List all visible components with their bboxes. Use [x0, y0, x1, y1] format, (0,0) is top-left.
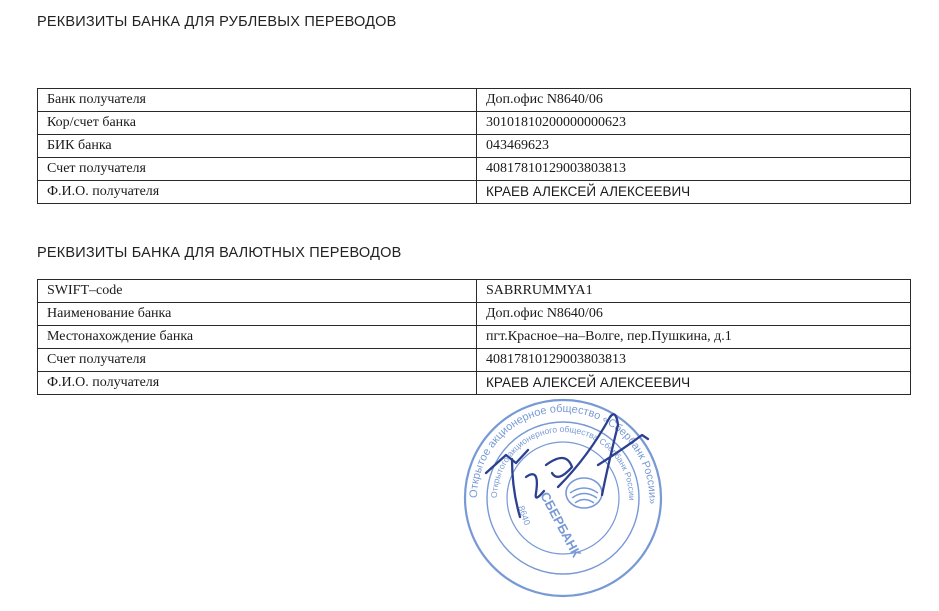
- stamp-inner-text: Открытого акционерного общества Сбербанк России: [488, 423, 638, 501]
- currency-requisites-table: [37, 279, 911, 395]
- bank-stamp-with-signature: [448, 395, 678, 606]
- row-label: Ф.И.О. получателя: [38, 372, 477, 395]
- row-value: Доп.офис N8640/06: [477, 89, 911, 112]
- row-label: Банк получателя: [38, 89, 477, 112]
- table-row: [38, 326, 911, 349]
- row-value: пгт.Красное–на–Волге, пер.Пушкина, д.1: [477, 326, 911, 349]
- row-label: Счет получателя: [38, 158, 477, 181]
- table-row: [38, 89, 911, 112]
- stamp-code-text: 8640: [516, 504, 533, 527]
- table-row: [38, 303, 911, 326]
- row-label: Кор/счет банка: [38, 112, 477, 135]
- row-value: 40817810129003803813: [477, 158, 911, 181]
- currency-section-title: РЕКВИЗИТЫ БАНКА ДЛЯ ВАЛЮТНЫХ ПЕРЕВОДОВ: [37, 245, 402, 261]
- row-label: Счет получателя: [38, 349, 477, 372]
- row-value: 043469623: [477, 135, 911, 158]
- row-label: БИК банка: [38, 135, 477, 158]
- stamp-outer-text: Открытое акционерное общество «Сбербанк России»: [467, 402, 659, 505]
- round-stamp: [465, 400, 661, 596]
- row-value: 30101810200000000623: [477, 112, 911, 135]
- table-row: [38, 158, 911, 181]
- table-row: [38, 280, 911, 303]
- sberbank-logo-icon: [566, 478, 602, 508]
- row-value: КРАЕВ АЛЕКСЕЙ АЛЕКСЕЕВИЧ: [477, 181, 911, 204]
- row-label: SWIFT–code: [38, 280, 477, 303]
- row-value: КРАЕВ АЛЕКСЕЙ АЛЕКСЕЕВИЧ: [477, 372, 911, 395]
- table-row: [38, 372, 911, 395]
- row-value: Доп.офис N8640/06: [477, 303, 911, 326]
- row-label: Наименование банка: [38, 303, 477, 326]
- table-row: [38, 135, 911, 158]
- table-row: [38, 181, 911, 204]
- table-row: [38, 112, 911, 135]
- row-value: SABRRUMMYA1: [477, 280, 911, 303]
- row-label: Местонахождение банка: [38, 326, 477, 349]
- stamp-svg: [448, 395, 678, 606]
- ruble-section-title: РЕКВИЗИТЫ БАНКА ДЛЯ РУБЛЕВЫХ ПЕРЕВОДОВ: [37, 14, 397, 30]
- row-value: 40817810129003803813: [477, 349, 911, 372]
- table-row: [38, 349, 911, 372]
- ruble-requisites-table: [37, 88, 911, 204]
- stamp-middle-ring: [487, 422, 639, 574]
- row-label: Ф.И.О. получателя: [38, 181, 477, 204]
- stamp-center-text: СБЕРБАНК: [537, 489, 585, 560]
